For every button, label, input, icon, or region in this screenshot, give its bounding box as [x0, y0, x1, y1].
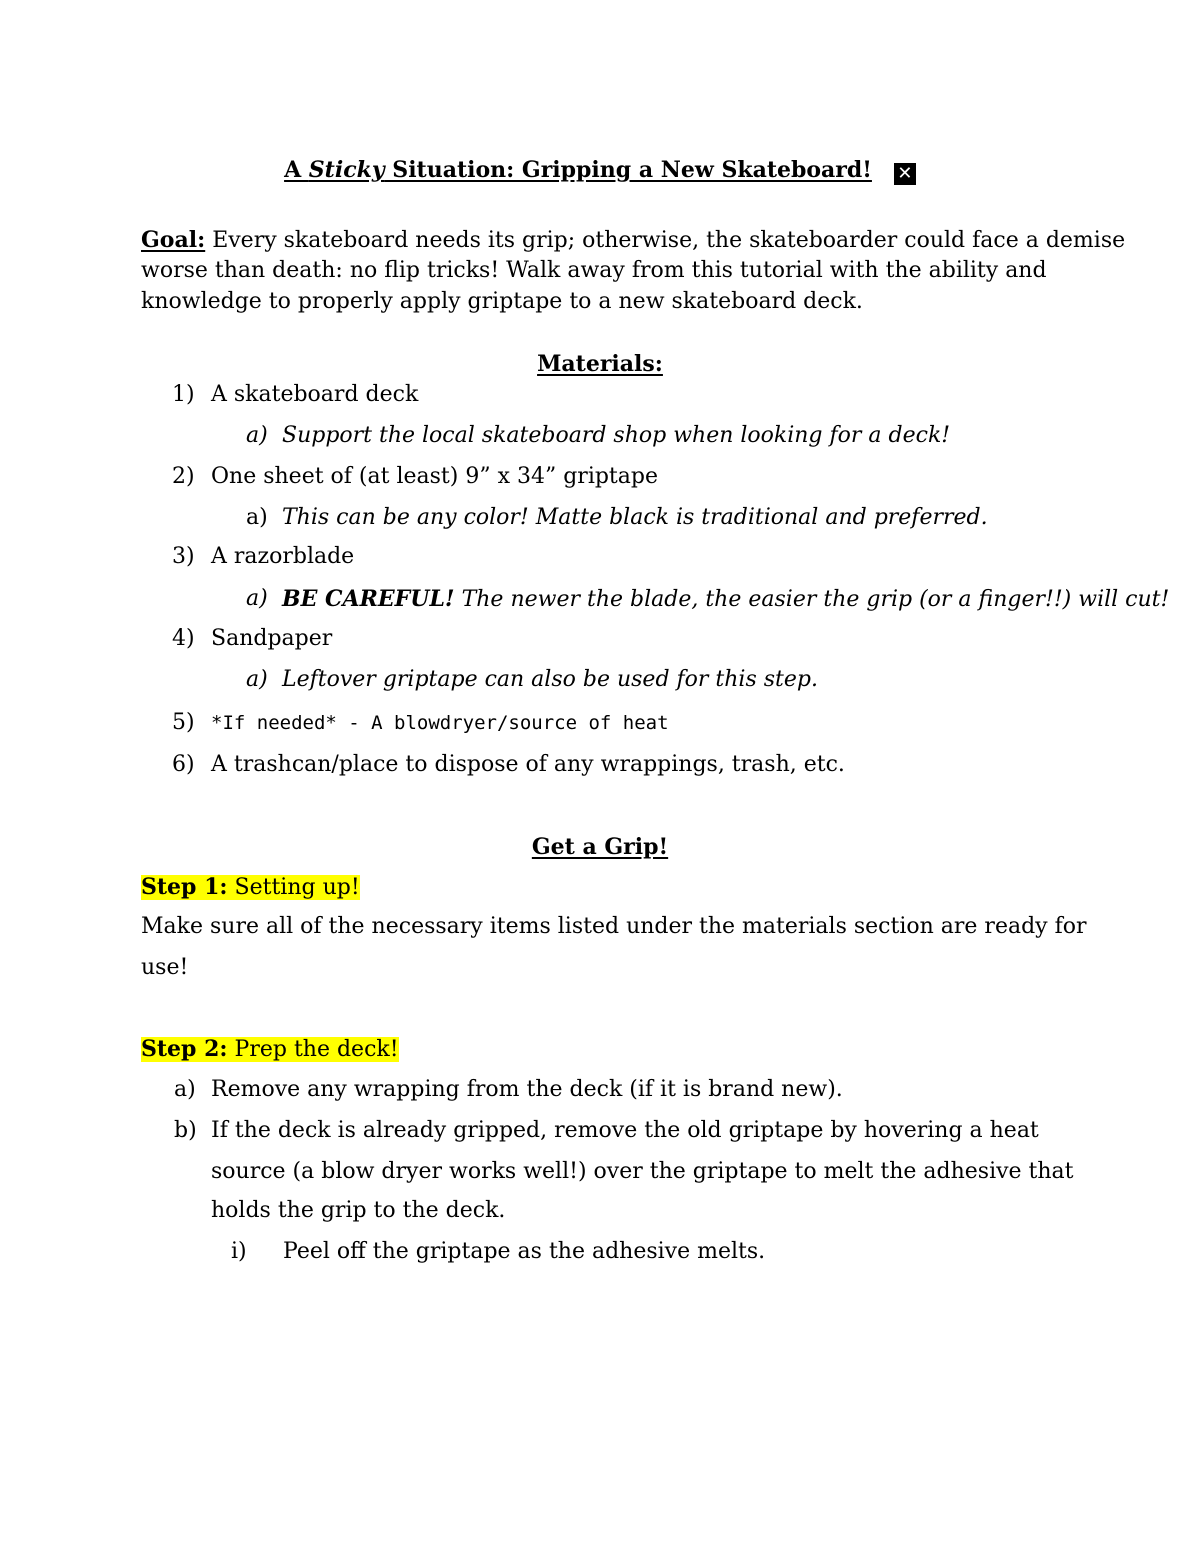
- warning-detail: The newer the blade, the easier the grip (or a finger!!) will cut!: [454, 587, 1170, 612]
- step1-title: Setting up!: [227, 875, 360, 900]
- step2-item-b-line-3: holds the grip to the deck.: [211, 1198, 506, 1223]
- step2-num-a: a): [174, 1077, 196, 1102]
- close-box-icon: ✕: [894, 163, 916, 185]
- step1-label: Step 1:: [141, 874, 228, 900]
- material-num-6: 6): [172, 752, 195, 777]
- material-item-4: Sandpaper: [211, 626, 333, 651]
- title-suffix: Situation: Gripping a New Skateboard!: [384, 157, 872, 183]
- page-title: [0, 155, 1200, 186]
- step1-line-2: use!: [141, 955, 189, 980]
- step2-item-i: Peel off the griptape as the adhesive melts.: [283, 1239, 766, 1264]
- grip-heading: Get a Grip!: [531, 834, 669, 860]
- material-item-3: A razorblade: [211, 544, 355, 569]
- warning-text: BE CAREFUL!: [282, 586, 455, 612]
- material-sub-num-2: a): [246, 505, 268, 530]
- step2-item-a: Remove any wrapping from the deck (if it is brand new).: [211, 1077, 843, 1102]
- material-num-5: 5): [172, 710, 195, 735]
- material-sub-4: Leftover griptape can also be used for this step.: [282, 667, 818, 692]
- material-sub-1: Support the local skateboard shop when looking for a deck!: [282, 423, 951, 448]
- goal-line-1: [141, 225, 1125, 256]
- material-num-3: 3): [172, 544, 195, 569]
- step2-title: Prep the deck!: [227, 1037, 399, 1062]
- materials-heading: Materials:: [537, 351, 663, 377]
- step1-line-1: Make sure all of the necessary items listed under the materials section are ready for: [141, 914, 1087, 939]
- material-sub-3: [282, 584, 1169, 615]
- goal-label: Goal:: [141, 227, 206, 253]
- step2-num-i: i): [231, 1239, 247, 1264]
- material-num-1: 1): [172, 382, 195, 407]
- step2-item-b-line-2: source (a blow dryer works well!) over the griptape to melt the adhesive that: [211, 1159, 1074, 1184]
- material-item-5: *If needed* - A blowdryer/source of heat: [211, 712, 669, 734]
- material-num-4: 4): [172, 626, 195, 651]
- material-item-2: One sheet of (at least) 9” x 34” griptape: [211, 464, 658, 489]
- material-num-2: 2): [172, 464, 195, 489]
- material-item-6: A trashcan/place to dispose of any wrappings, trash, etc.: [211, 752, 845, 777]
- goal-line-3: knowledge to properly apply griptape to a new skateboard deck.: [141, 289, 863, 314]
- title-italic: Sticky: [308, 157, 385, 183]
- step1-heading: [141, 872, 360, 903]
- title-prefix: A: [284, 157, 309, 183]
- goal-text-1: Every skateboard needs its grip; otherwise, the skateboarder could face a demise: [205, 228, 1126, 253]
- goal-line-2: worse than death: no flip tricks! Walk away from this tutorial with the ability and: [141, 258, 1047, 283]
- material-sub-num-4: a): [246, 667, 268, 692]
- step2-num-b: b): [174, 1118, 197, 1143]
- step2-heading: [141, 1034, 399, 1065]
- material-sub-num-1: a): [246, 423, 268, 448]
- step2-label: Step 2:: [141, 1036, 228, 1062]
- step2-item-b-line-1: If the deck is already gripped, remove the old griptape by hovering a heat: [211, 1118, 1039, 1143]
- material-sub-2: This can be any color! Matte black is traditional and preferred.: [282, 505, 988, 530]
- material-sub-num-3: a): [246, 586, 268, 611]
- material-item-1: A skateboard deck: [211, 382, 419, 407]
